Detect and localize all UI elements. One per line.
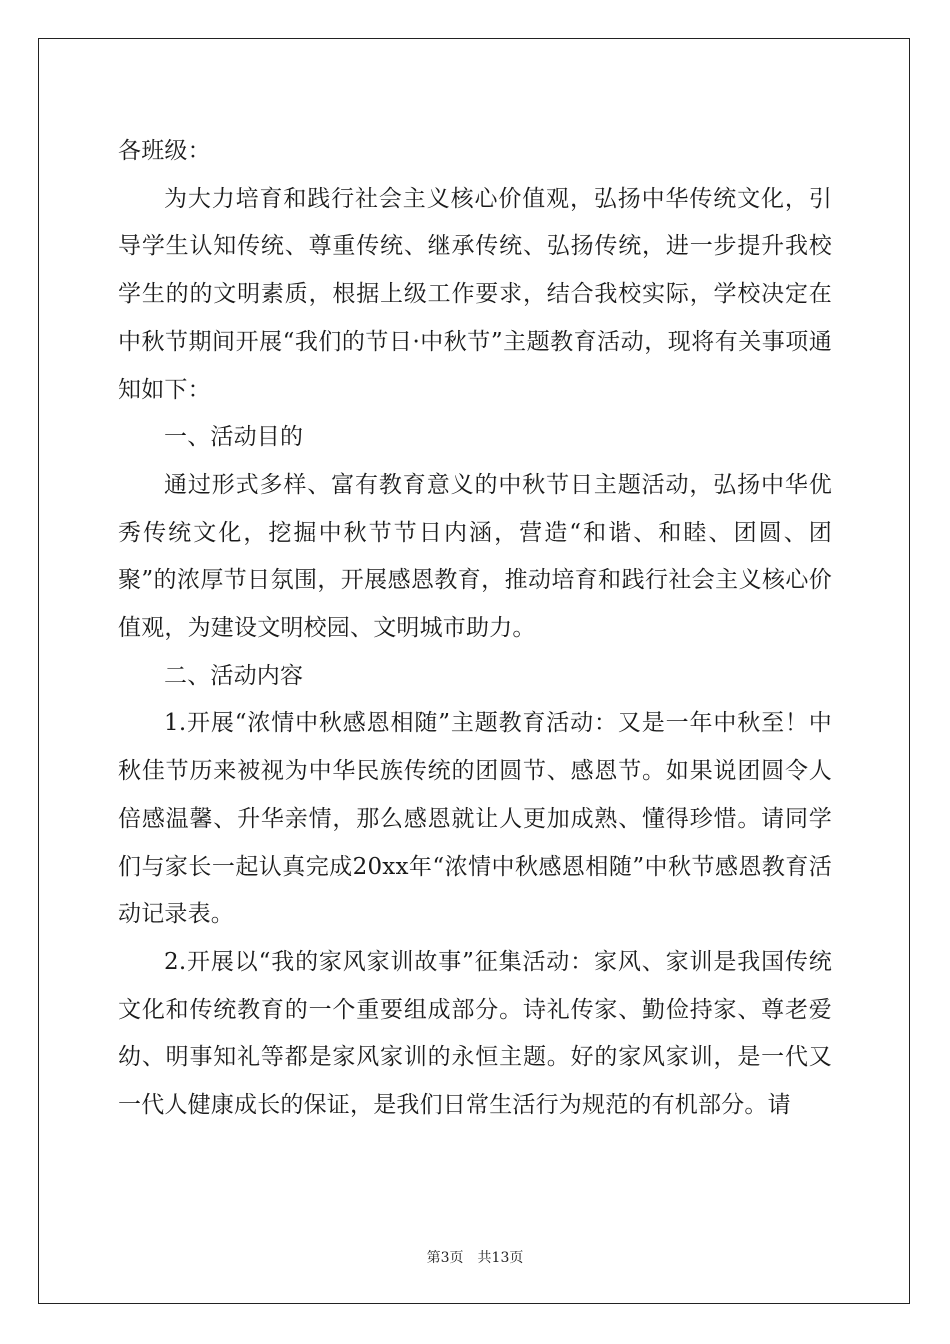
content-item-1: 1.开展“浓情中秋感恩相随”主题教育活动：又是一年中秋至！中秋佳节历来被视为中华民族传统的团圆节、感恩节。如果说团圆令人倍感温馨、升华亲情，那么感恩就让人更加成熟、懂得珍惜。请同学们与家长一起认真完成20xx年“浓情中秋感恩相随”中秋节感恩教育活动记录表。 xyxy=(118,710,832,928)
intro-paragraph: 为大力培育和践行社会主义核心价值观，弘扬中华传统文化，引导学生认知传统、尊重传统、继承传统、弘扬传统，进一步提升我校学生的的文明素质，根据上级工作要求，结合我校实际，学校决定在中秋节期间开展“我们的节日·中秋节”主题教育活动，现将有关事项通知如下： xyxy=(118,185,832,403)
purpose-paragraph: 通过形式多样、富有教育意义的中秋节日主题活动，弘扬中华优秀传统文化，挖掘中秋节节日内涵，营造“和谐、和睦、团圆、团聚”的浓厚节日氛围，开展感恩教育，推动培育和践行社会主义核心价值观，为建设文明校园、文明城市助力。 xyxy=(118,471,832,642)
page-number: 第3页 xyxy=(426,1250,464,1266)
document-body xyxy=(118,128,832,1130)
content-item-2: 2.开展以“我的家风家训故事”征集活动：家风、家训是我国传统文化和传统教育的一个重要组成部分。诗礼传家、勤俭持家、尊老爱幼、明事知礼等都是家风家训的永恒主题。好的家风家训，是一代又一代人健康成长的保证，是我们日常生活行为规范的有机部分。请 xyxy=(118,948,832,1119)
section-heading-purpose: 一、活动目的 xyxy=(164,424,304,451)
page-footer xyxy=(0,1247,950,1267)
page-total: 共13页 xyxy=(477,1250,524,1266)
salutation: 各班级： xyxy=(118,138,211,164)
section-heading-content: 二、活动内容 xyxy=(164,662,304,689)
